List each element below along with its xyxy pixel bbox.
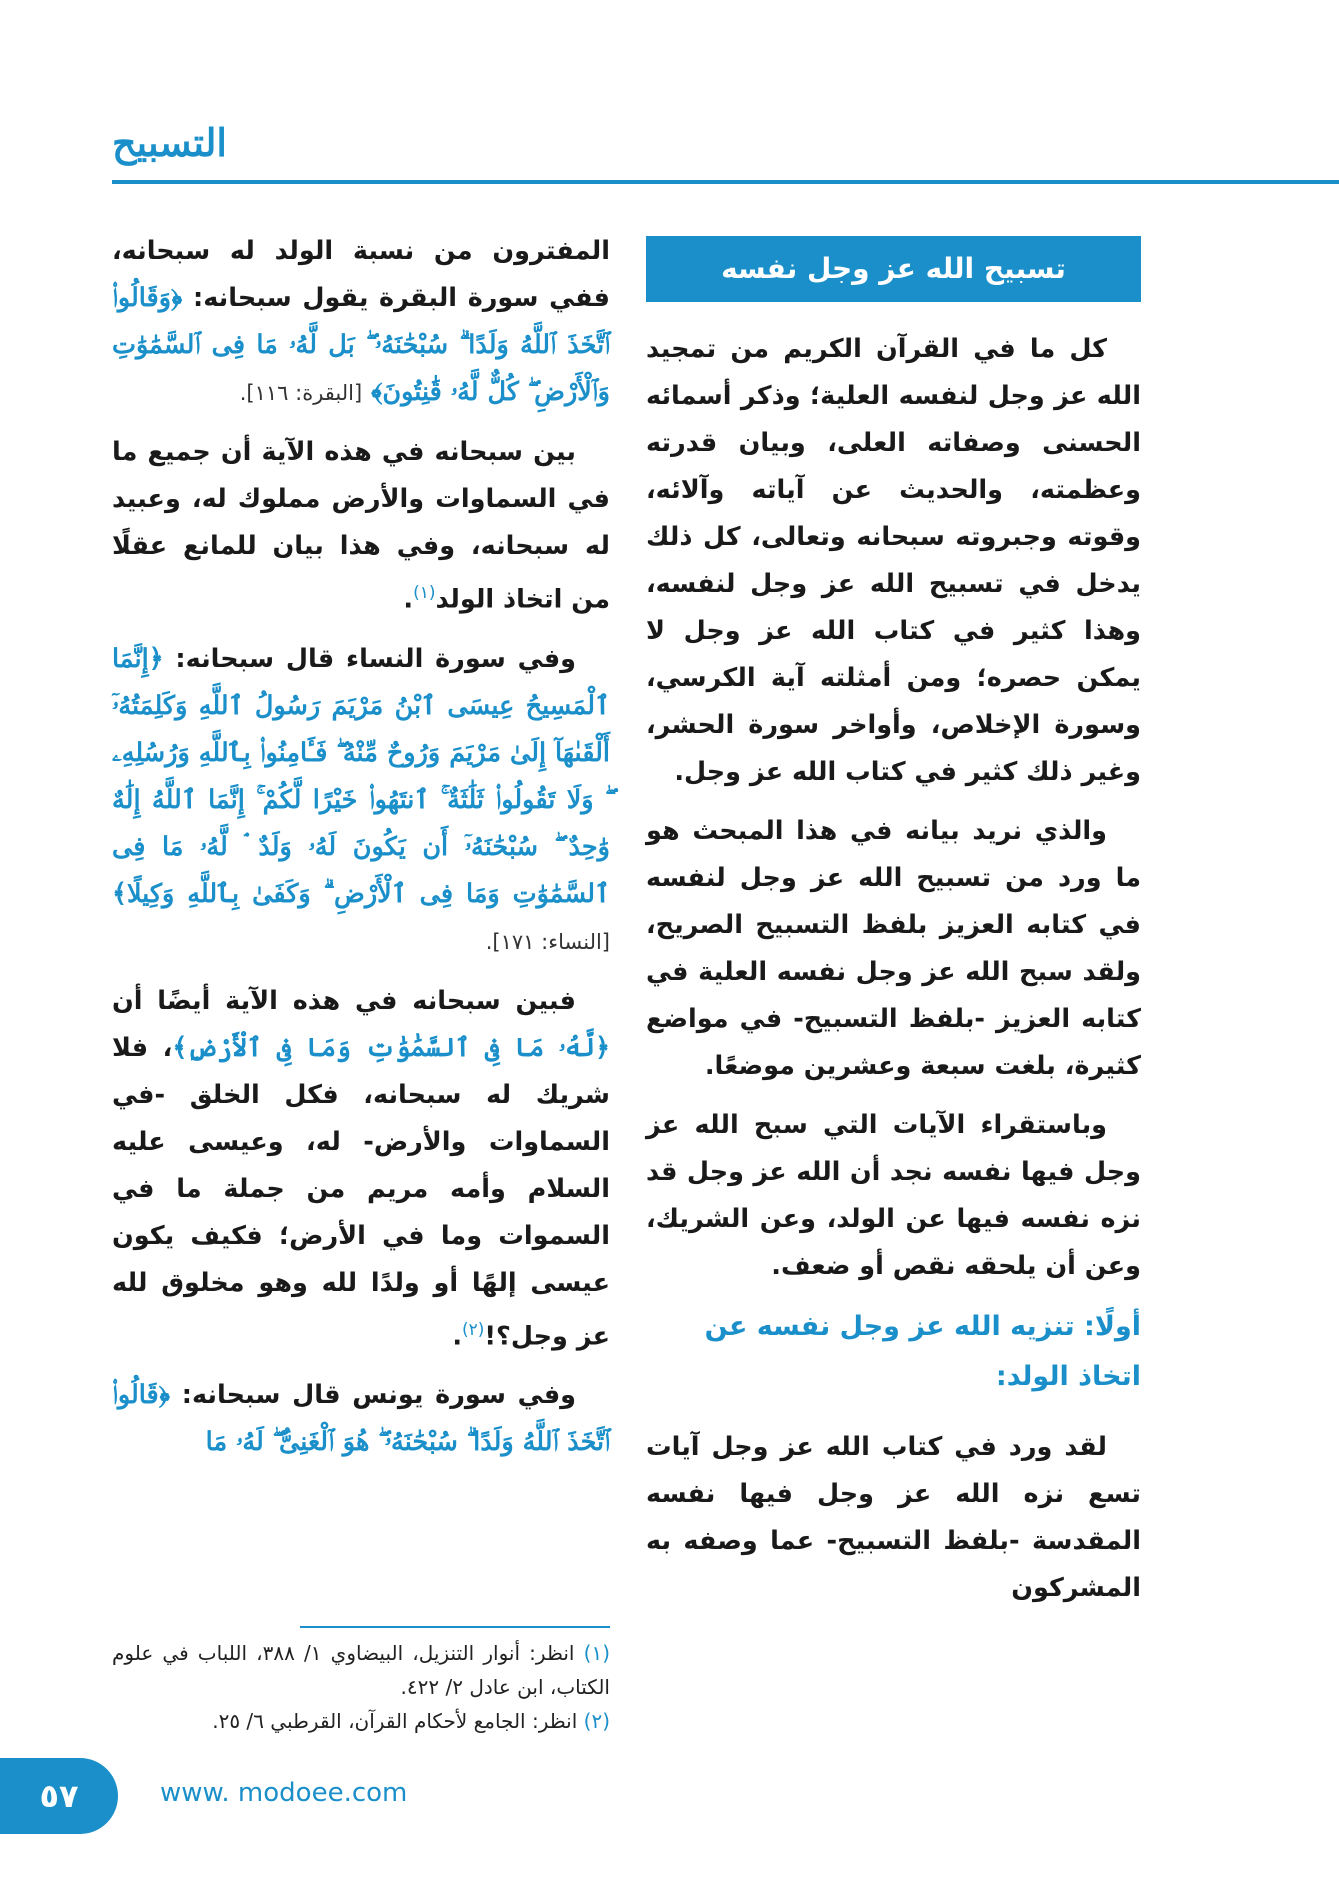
right-column: [646, 236, 1141, 1624]
right-paragraph-1: كل ما في القرآن الكريم من تمجيد الله عز وجل لنفسه العلية؛ وذكر أسمائه الحسنى وصفاته العلى، وبيان قدرته وعظمته، والحديث عن آياته وآلائه، وقوته وجبروته سبحانه وتعالى، كل ذلك يدخل في تسبيح الله عز وجل لنفسه، وهذا كثير في كتاب الله عز وجل لا يمكن حصره؛ ومن أمثلته آية الكرسي، وسورة الإخلاص، وأواخر سورة الحشر، وغير ذلك كثير في كتاب الله عز وجل.: [646, 334, 1141, 787]
footnote-marker[interactable]: (١): [413, 583, 436, 603]
left-paragraph-5: [112, 1372, 610, 1466]
left-paragraph-2: [112, 429, 610, 624]
footnote-marker[interactable]: (٢): [462, 1319, 485, 1340]
paragraph-end: .: [452, 1321, 462, 1351]
right-paragraph-2: والذي نريد بيانه في هذا المبحث هو ما ورد من تسبيح الله عز وجل لنفسه في كتابه العزيز بلفظ التسبيح الصريح، ولقد سبح الله عز وجل نفسه العلية في كتابه العزيز -بلفظ التسبيح- في مواضع كثيرة، بلغت سبعة وعشرين موضعًا.: [646, 816, 1141, 1081]
header-rule: [112, 180, 1339, 184]
verse-reference: [البقرة: ١١٦].: [239, 381, 363, 405]
subheading: أولًا: تنزيه الله عز وجل نفسه عن اتخاذ الولد:: [704, 1311, 1141, 1392]
footnote-text: انظر: أنوار التنزيل، البيضاوي ١/ ٣٨٨، اللباب في علوم الكتاب، ابن عادل ٢/ ٤٢٢.: [112, 1641, 610, 1699]
footnote-number: (١): [583, 1641, 611, 1665]
left-paragraph-4: [112, 978, 610, 1361]
paragraph-text: وفي سورة النساء قال سبحانه:: [163, 643, 576, 674]
footnote-number: (٢): [583, 1709, 610, 1733]
paragraph-text: وفي سورة يونس قال سبحانه:: [170, 1380, 576, 1410]
paragraph-text: بين سبحانه في هذه الآية أن جميع ما في السماوات والأرض مملوك له، وعبيد له سبحانه، وفي هذا بيان للمانع عقلًا من اتخاذ الولد: [112, 437, 610, 615]
left-paragraph-1: [112, 228, 610, 417]
page-number: ٥٧: [0, 1758, 118, 1834]
left-paragraph-3: [112, 636, 610, 966]
paragraph-text: فبين سبحانه في هذه الآية أيضًا أن: [112, 985, 576, 1016]
paragraph-end: .: [403, 584, 414, 615]
right-paragraph-3: وباستقراء الآيات التي سبح الله عز وجل فيها نفسه نجد أن الله عز وجل قد نزه نفسه فيها عن الولد، وعن الشريك، وعن أن يلحقه نقص أو ضعف.: [646, 1110, 1141, 1281]
site-url[interactable]: www. modoee.com: [160, 1778, 408, 1808]
quran-verse: ﴿قَالُوا۟ ٱتَّخَذَ ٱللَّهُ وَلَدًا ۗ سُبْحَٰنَهُۥ ۖ هُوَ ٱلْغَنِىُّ ۖ لَهُۥ مَا: [112, 1380, 610, 1457]
section-title: تسبيح الله عز وجل نفسه: [646, 236, 1141, 302]
footnote-1: [112, 1636, 610, 1704]
quran-verse: ﴿وَقَالُوا۟ ٱتَّخَذَ ٱللَّهُ وَلَدًا ۗ سُبْحَٰنَهُۥ ۖ بَل لَّهُۥ مَا فِى ٱلسَّمَٰوَٰتِ وَٱلْأَرْضِ ۖ كُلٌّ لَّهُۥ قَٰنِتُونَ﴾: [112, 283, 610, 407]
footnote-2: [112, 1704, 610, 1738]
verse-reference: [النساء: ١٧١].: [485, 929, 610, 954]
footnotes: [112, 1636, 610, 1738]
quran-verse: ﴿لَّهُۥ مَا فِى ٱلسَّمَٰوَٰتِ وَمَا فِى ٱلْأَرْضِ﴾: [172, 1032, 611, 1063]
running-title: التسبيح: [112, 120, 227, 165]
footnote-text: انظر: الجامع لأحكام القرآن، القرطبي ٦/ ٢٥.: [212, 1709, 578, 1733]
paragraph-text: ، فلا شريك له سبحانه، فكل الخلق -في السماوات والأرض- له، وعيسى عليه السلام وأمه مريم من جملة ما في السموات وما في الأرض؛ فكيف يكون عيسى إلهًا أو ولدًا لله وهو مخلوق لله عز وجل؟!: [112, 1032, 610, 1351]
paragraph-text: المفترون من نسبة الولد له سبحانه، ففي سورة البقرة يقول سبحانه:: [112, 236, 610, 313]
quran-verse: ﴿إِنَّمَا ٱلْمَسِيحُ عِيسَى ٱبْنُ مَرْيَمَ رَسُولُ ٱللَّهِ وَكَلِمَتُهُۥٓ أَلْقَىٰهَآ إِلَىٰ مَرْيَمَ وَرُوحٌ مِّنْهُ ۖ فَـَٔامِنُوا۟ بِٱللَّهِ وَرُسُلِهِۦ ۖ وَلَا تَقُولُوا۟ ثَلَٰثَةٌ ۚ ٱنتَهُوا۟ خَيْرًا لَّكُمْ ۚ إِنَّمَا ٱللَّهُ إِلَٰهٌ وَٰحِدٌ ۖ سُبْحَٰنَهُۥٓ أَن يَكُونَ لَهُۥ وَلَدٌ ۘ لَّهُۥ مَا فِى ٱلسَّمَٰوَٰتِ وَمَا فِى ٱلْأَرْضِ ۗ وَكَفَىٰ بِٱللَّهِ وَكِيلًا﴾: [112, 643, 610, 909]
left-column: [112, 228, 610, 1478]
footnote-rule: [300, 1626, 610, 1628]
right-paragraph-4: لقد ورد في كتاب الله عز وجل آيات تسع نزه الله عز وجل فيها نفسه المقدسة -بلفظ التسبيح- عما وصفه به المشركون: [646, 1432, 1141, 1603]
